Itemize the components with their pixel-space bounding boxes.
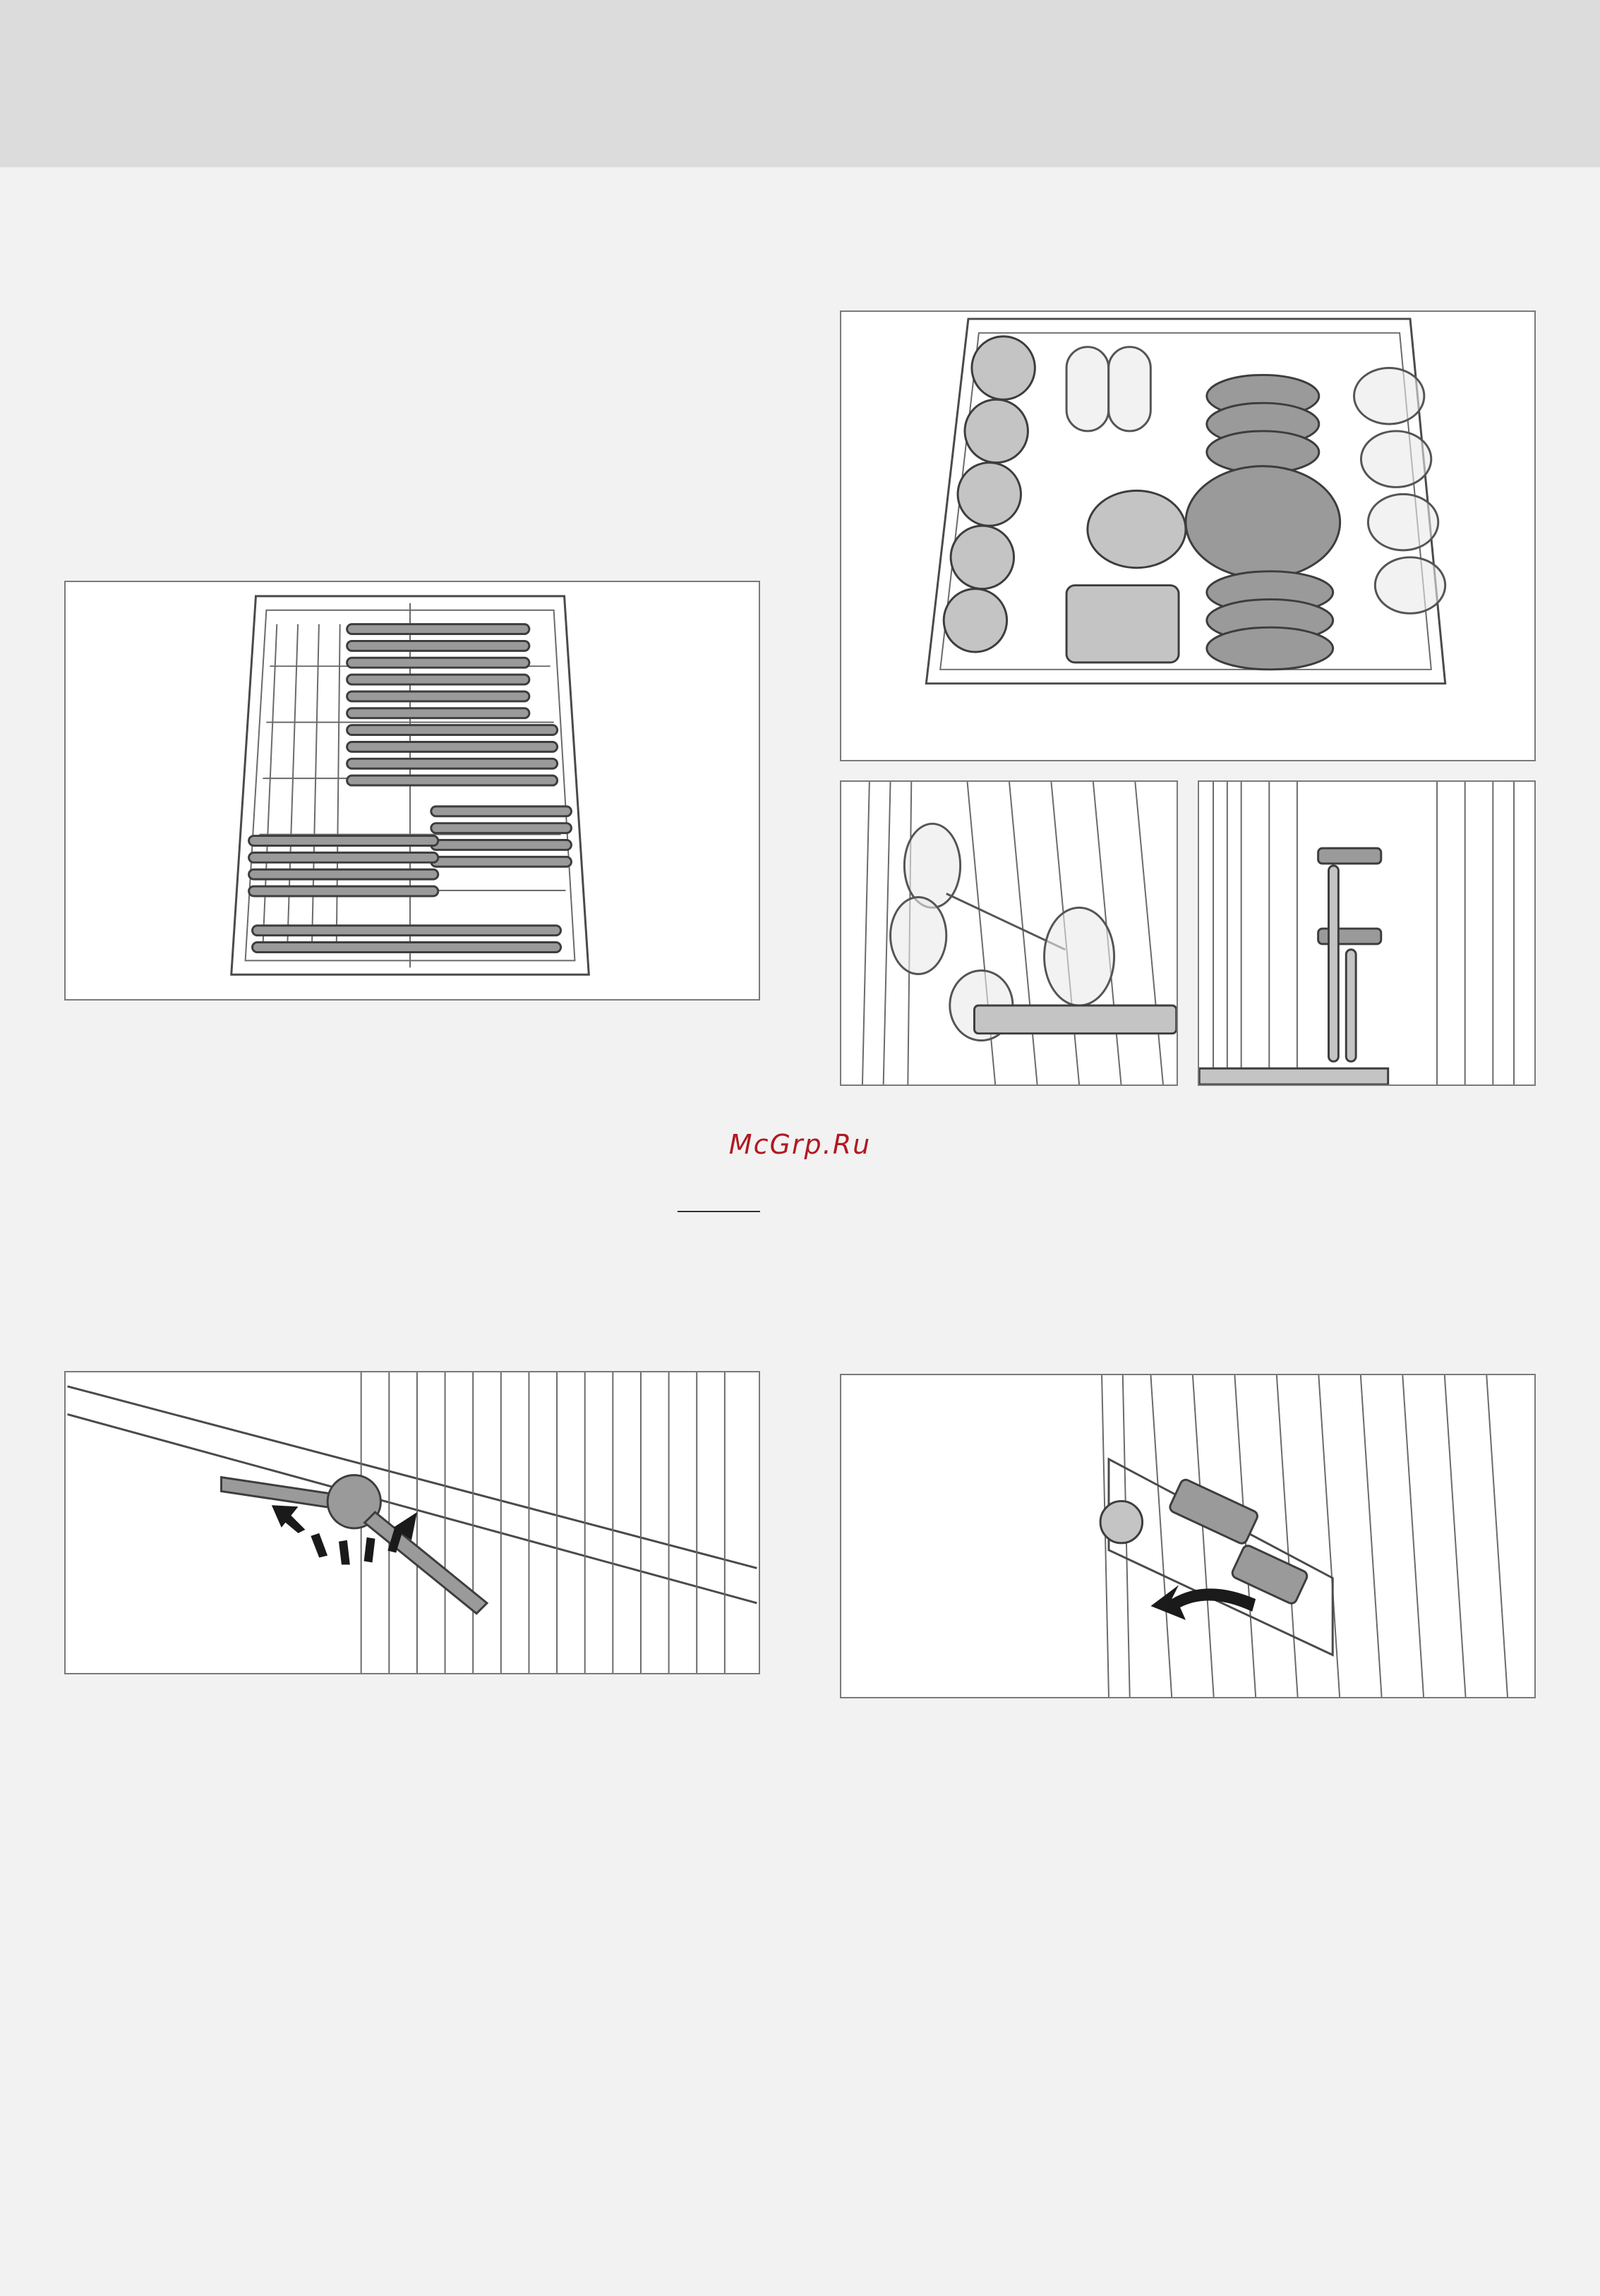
fold-down-tines-figure <box>1198 780 1536 1086</box>
divider-rule <box>678 1211 760 1212</box>
wine-glass-holder-illustration <box>841 782 1177 1084</box>
rack-adjuster-illustration <box>841 1375 1534 1697</box>
header-band <box>0 0 1600 167</box>
watermark: McGrp.Ru <box>728 1129 872 1160</box>
cutlery-tray-illustration <box>66 582 759 999</box>
upper-rack-figure <box>840 310 1536 761</box>
rack-adjuster-figure <box>840 1374 1536 1698</box>
rack-lever-figure <box>64 1371 760 1674</box>
fold-down-tines-illustration <box>1199 782 1534 1084</box>
rack-height-lever-illustration <box>66 1372 759 1673</box>
upper-rack-loaded-illustration <box>841 312 1534 760</box>
glass-holder-figure <box>840 780 1178 1086</box>
cutlery-drawer-figure <box>64 581 760 1001</box>
